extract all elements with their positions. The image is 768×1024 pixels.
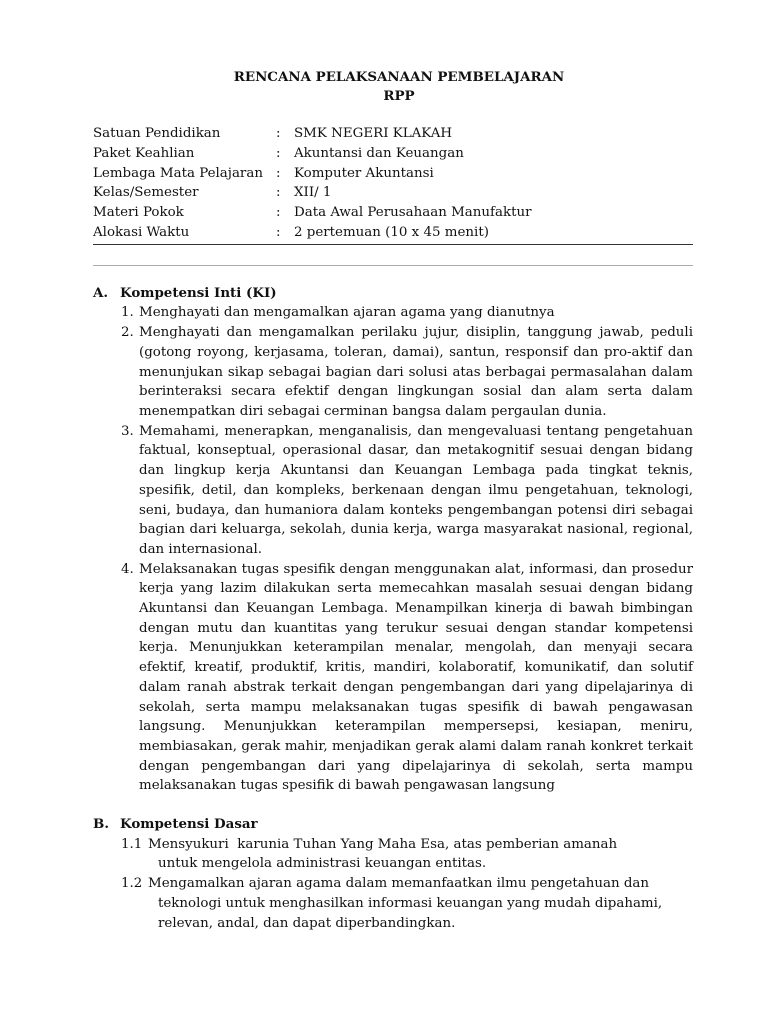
info-value: Akuntansi dan Keuangan (294, 145, 464, 161)
list-item-number: 1.2 (121, 876, 143, 892)
list-item-text (148, 835, 693, 874)
list-item (93, 303, 693, 323)
list-item-text (148, 874, 693, 933)
list-item-number: 2. (121, 325, 134, 341)
list-item-line: teknologi untuk menghasilkan informasi keuangan yang mudah dipahami, (158, 895, 663, 911)
list-item (93, 560, 693, 796)
info-row (93, 183, 693, 203)
list-item-line: Mengamalkan ajaran agama dalam memanfaatkan ilmu pengetahuan dan (148, 876, 650, 892)
list-item (93, 323, 693, 422)
section-heading (93, 815, 693, 835)
document-title-block (105, 68, 693, 106)
info-colon: : (276, 205, 281, 221)
ki-list (93, 303, 693, 796)
info-value: Komputer Akuntansi (294, 165, 434, 181)
list-item (93, 835, 693, 874)
info-label: Alokasi Waktu (93, 224, 190, 240)
list-item-text: Menghayati dan mengamalkan perilaku jujur, disiplin, tanggung jawab, peduli (gotong royong, kerjasama, toleran, damai), santun, responsif dan pro-aktif dan menunjukan sikap sebagai bagian dari solusi atas berbagai permasalahan dalam berinteraksi secara efektif dengan lingkungan sosial dan alam serta dalam menempatkan diri sebagai cerminan bangsa dalam pergaulan dunia. (139, 325, 693, 419)
list-item (93, 422, 693, 560)
list-item-number: 1. (121, 305, 134, 321)
info-row (93, 124, 693, 144)
section-kompetensi-dasar (93, 815, 693, 933)
section-letter: B. (93, 816, 109, 833)
list-item-line: untuk mengelola administrasi keuangan entitas. (158, 856, 487, 872)
info-value: Data Awal Perusahaan Manufaktur (294, 205, 532, 221)
info-label: Kelas/Semester (93, 185, 199, 201)
info-row (93, 164, 693, 184)
section-title: Kompetensi Dasar (120, 816, 258, 833)
info-row (93, 203, 693, 223)
document-title: RENCANA PELAKSANAAN PEMBELAJARAN (233, 69, 565, 85)
info-value: XII/ 1 (294, 185, 332, 201)
section-title: Kompetensi Inti (KI) (120, 284, 277, 301)
info-label: Lembaga Mata Pelajaran (93, 165, 263, 181)
list-item (93, 874, 693, 933)
section-kompetensi-inti (93, 284, 693, 796)
header-divider-secondary (93, 265, 693, 266)
info-table (93, 124, 693, 243)
section-heading (93, 284, 693, 304)
info-colon: : (276, 126, 281, 141)
list-item-line: Mensyukuri karunia Tuhan Yang Maha Esa, atas pemberian amanah (148, 836, 618, 852)
document-page (93, 68, 693, 933)
info-row (93, 223, 693, 243)
document-subtitle: RPP (383, 88, 415, 104)
info-label: Satuan Pendidikan (93, 126, 221, 141)
info-label: Paket Keahlian (93, 145, 195, 161)
info-value: 2 pertemuan (10 x 45 menit) (294, 224, 489, 240)
info-colon: : (276, 165, 281, 181)
list-item-line: relevan, andal, dan dapat diperbandingkan. (158, 915, 456, 931)
list-item-number: 4. (121, 561, 134, 577)
info-colon: : (276, 145, 281, 161)
info-value: SMK NEGERI KLAKAH (294, 126, 453, 141)
info-label: Materi Pokok (93, 205, 184, 221)
list-item-number: 1.1 (121, 836, 143, 852)
section-letter: A. (93, 284, 109, 301)
info-colon: : (276, 224, 281, 240)
list-item-number: 3. (121, 423, 134, 439)
info-colon: : (276, 185, 281, 201)
list-item-text: Memahami, menerapkan, menganalisis, dan mengevaluasi tentang pengetahuan faktual, konseptual, operasional dasar, dan metakognitif sesuai dengan bidang dan lingkup kerja Akuntansi dan Keuangan Lembaga pada tingkat teknis, spesifik, detil, dan kompleks, berkenaan dengan ilmu pengetahuan, teknologi, seni, budaya, dan humaniora dalam konteks pengembangan potensi diri sebagai bagian dari keluarga, sekolah, dunia kerja, warga masyarakat nasional, regional, dan internasional. (139, 423, 693, 557)
header-divider (93, 244, 693, 245)
info-row (93, 144, 693, 164)
list-item-text: Menghayati dan mengamalkan ajaran agama yang dianutnya (139, 305, 555, 321)
list-item-text: Melaksanakan tugas spesifik dengan menggunakan alat, informasi, dan prosedur kerja yang lazim dilakukan serta memecahkan masalah sesuai dengan bidang Akuntansi dan Keuangan Lembaga. Menampilkan kinerja di bawah bimbingan dengan mutu dan kuantitas yang terukur sesuai dengan standar kompetensi kerja. Menunjukkan keterampilan menalar, mengolah, dan menyaji secara efektif, kreatif, produktif, kritis, mandiri, kolaboratif, komunikatif, dan solutif dalam ranah abstrak terkait dengan pengembangan dari yang dipelajarinya di sekolah, serta mampu melaksanakan tugas spesifik di bawah pengawasan langsung. Menunjukkan keterampilan mempersepsi, kesiapan, meniru, membiasakan, gerak mahir, menjadikan gerak alami dalam ranah konkret terkait dengan pengembangan dari yang dipelajarinya di sekolah, serta mampu melaksanakan tugas spesifik di bawah pengawasan langsung (139, 561, 693, 794)
